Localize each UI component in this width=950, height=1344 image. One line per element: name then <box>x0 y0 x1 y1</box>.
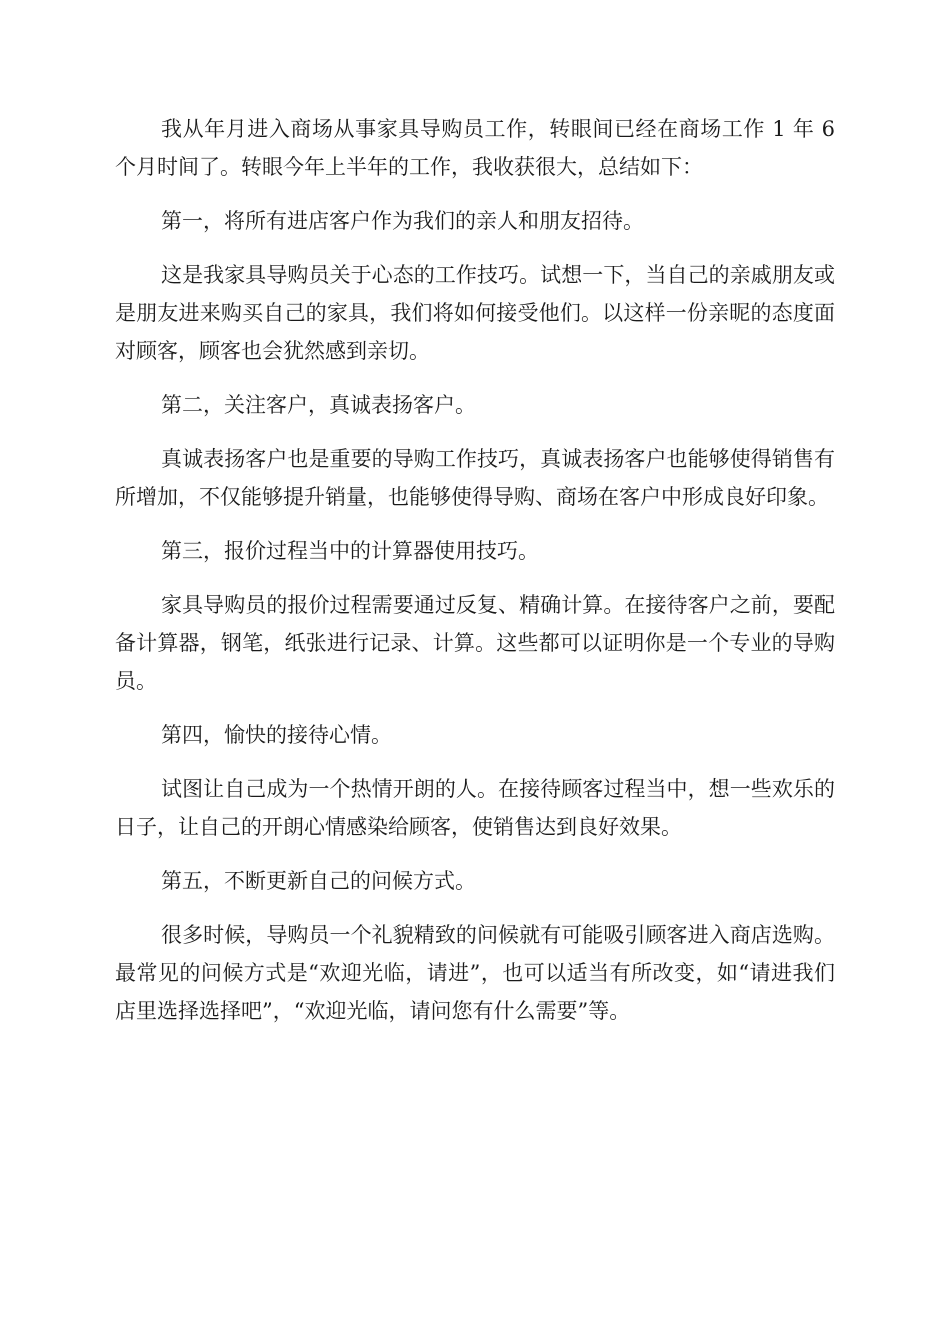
paragraph-point-2: 真诚表扬客户也是重要的导购工作技巧，真诚表扬客户也能够使得销售有所增加，不仅能够提升销量，也能够使得导购、商场在客户中形成良好印象。 <box>115 447 835 509</box>
heading-point-2: 第二，关注客户，真诚表扬客户。 <box>161 393 476 417</box>
heading-point-3: 第三，报价过程当中的计算器使用技巧。 <box>161 539 539 563</box>
paragraph-intro: 我从年月进入商场从事家具导购员工作，转眼间已经在商场工作 1 年 6 个月时间了。转眼今年上半年的工作，我收获很大，总结如下： <box>115 117 842 179</box>
heading-point-1: 第一，将所有进店客户作为我们的亲人和朋友招待。 <box>161 209 644 233</box>
document-body <box>115 110 842 1046</box>
heading-point-4: 第四，愉快的接待心情。 <box>161 723 392 747</box>
paragraph-point-3: 家具导购员的报价过程需要通过反复、精确计算。在接待客户之前，要配备计算器，钢笔，纸张进行记录、计算。这些都可以证明你是一个专业的导购员。 <box>115 593 835 693</box>
heading-point-5: 第五，不断更新自己的问候方式。 <box>161 869 476 893</box>
paragraph-point-1: 这是我家具导购员关于心态的工作技巧。试想一下，当自己的亲戚朋友或是朋友进来购买自己的家具，我们将如何接受他们。以这样一份亲昵的态度面对顾客，顾客也会犹然感到亲切。 <box>115 263 835 363</box>
paragraph-point-4: 试图让自己成为一个热情开朗的人。在接待顾客过程当中，想一些欢乐的日子，让自己的开朗心情感染给顾客，使销售达到良好效果。 <box>115 777 835 839</box>
paragraph-point-5: 很多时候，导购员一个礼貌精致的问候就有可能吸引顾客进入商店选购。最常见的问候方式是“欢迎光临，请进”，也可以适当有所改变，如“请进我们店里选择选择吧”，“欢迎光临，请问您有什么需要”等。 <box>115 923 835 1023</box>
